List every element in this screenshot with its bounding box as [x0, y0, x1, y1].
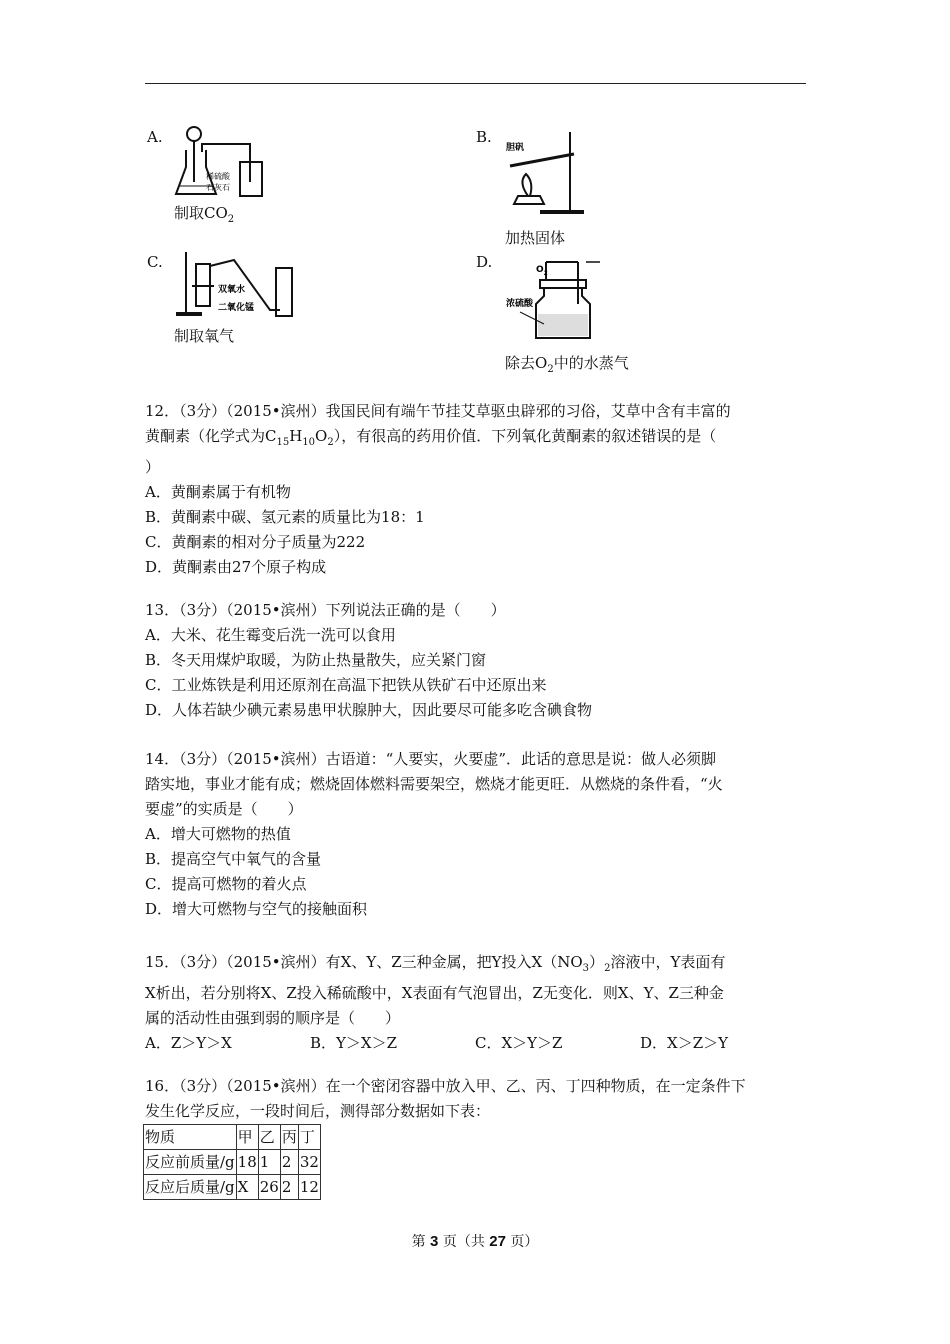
q15-stem-line3: 属的活动性由强到弱的顺序是（ ） — [145, 1009, 401, 1027]
table-cell: 2 — [280, 1150, 298, 1175]
sulfuric-acid-label: 稀硫酸 — [206, 172, 230, 181]
option-b-caption: 加热固体 — [505, 229, 566, 247]
option-d-letter: D. — [476, 253, 493, 271]
table-header-row — [144, 1125, 321, 1150]
table-cell: 1 — [258, 1150, 280, 1175]
hydrogen-peroxide-label: 双氧水 — [218, 285, 246, 295]
table-cell: 18 — [236, 1150, 258, 1175]
q12-stem-line3: ） — [145, 458, 161, 476]
q13-stem: 13．（3分）（2015•滨州）下列说法正确的是（ ） — [145, 601, 506, 619]
table-cell: 反应后质量/g — [144, 1175, 237, 1200]
table-cell: 甲 — [236, 1125, 258, 1150]
table-row — [144, 1150, 321, 1175]
drying-bottle-figure — [500, 254, 610, 344]
q15-options-row — [145, 1031, 807, 1056]
q12-option-d: D．黄酮素由27个原子构成 — [145, 558, 327, 576]
header-rule — [145, 83, 806, 84]
option-a-caption: 制取$CO_2$ — [174, 204, 235, 225]
q15-option-b: B．Y＞X＞Z — [310, 1034, 398, 1052]
co2-apparatus-figure — [172, 122, 272, 200]
table-cell: 32 — [298, 1150, 320, 1175]
page-footer: 第 3 页（共 27 页） — [411, 1233, 539, 1250]
table-cell: 反应前质量/g — [144, 1150, 237, 1175]
option-c-letter: C. — [147, 253, 163, 271]
q16-stem-line1: 16．（3分）（2015•滨州）在一个密闭容器中放入甲、乙、丙、丁四种物质，在一定条件下 — [145, 1077, 746, 1095]
q12-option-b: B．黄酮素中碳、氢元素的质量比为18：1 — [145, 508, 425, 526]
q16-stem-line2: 发生化学反应，一段时间后，测得部分数据如下表： — [145, 1102, 491, 1120]
q13-option-a: A．大米、花生霉变后洗一洗可以食用 — [145, 626, 396, 644]
mass-data-table — [143, 1124, 321, 1200]
conc-sulfuric-acid-label: 浓硫酸 — [506, 299, 534, 309]
table-cell: 丙 — [280, 1125, 298, 1150]
q14-stem-line1: 14．（3分）（2015•滨州）古语道：“人要实，火要虚”．此话的意思是说：做人必须脚 — [145, 750, 716, 768]
q15-option-d: D．X＞Z＞Y — [640, 1034, 729, 1052]
q14-stem-line2: 踏实地，事业才能有成；燃烧固体燃料需要架空，燃烧才能更旺．从燃烧的条件看，“火 — [145, 775, 723, 793]
manganese-dioxide-label: 二氧化锰 — [218, 303, 255, 313]
oxygen-apparatus-figure — [172, 250, 302, 322]
q15-stem-line2: X析出，若分别将X、Z投入稀硫酸中，X表面有气泡冒出，Z无变化．则X、Y、Z三种金 — [145, 984, 724, 1002]
table-cell: 物质 — [144, 1125, 237, 1150]
blue-vitriol-label: 胆矾 — [506, 143, 525, 153]
heating-apparatus-figure — [500, 124, 590, 220]
question-15 — [145, 950, 807, 1056]
oxygen-inlet-label: $O_2$ — [536, 265, 548, 277]
option-a-letter: A. — [147, 128, 163, 146]
option-b-letter: B. — [476, 128, 492, 146]
table-cell: 丁 — [298, 1125, 320, 1150]
table-cell: X — [236, 1175, 258, 1200]
table-cell: 乙 — [258, 1125, 280, 1150]
q12-stem-line2: 黄酮素（化学式为$C_{15}H_{10}O_2$），有很高的药用价值．下列氧化黄酮素的叙述错误的是（ — [145, 427, 717, 448]
question-14 — [145, 747, 807, 922]
q14-option-b: B．提高空气中氧气的含量 — [145, 850, 322, 868]
limestone-label: 石灰石 — [206, 183, 230, 192]
option-d-caption: 除去$O_2$中的水蒸气 — [505, 354, 629, 375]
q14-option-c: C．提高可燃物的着火点 — [145, 875, 307, 893]
question-13 — [145, 598, 807, 723]
q14-stem-line3: 要虚”的实质是（ ） — [145, 800, 303, 818]
q12-option-a: A．黄酮素属于有机物 — [145, 483, 291, 501]
q13-option-b: B．冬天用煤炉取暖，为防止热量散失，应关紧门窗 — [145, 651, 487, 669]
question-16 — [145, 1074, 807, 1124]
question-12 — [145, 399, 807, 580]
q12-stem-line1: 12．（3分）（2015•滨州）我国民间有端午节挂艾草驱虫辟邪的习俗，艾草中含有丰富的 — [145, 402, 731, 420]
option-c-caption: 制取氧气 — [174, 327, 235, 345]
table-cell: 26 — [258, 1175, 280, 1200]
q14-option-d: D．增大可燃物与空气的接触面积 — [145, 900, 368, 918]
table-cell: 12 — [298, 1175, 320, 1200]
q15-option-c: C．X＞Y＞Z — [475, 1034, 563, 1052]
q12-option-c: C．黄酮素的相对分子质量为222 — [145, 533, 366, 551]
q14-option-a: A．增大可燃物的热值 — [145, 825, 291, 843]
q15-option-a: A．Z＞Y＞X — [145, 1034, 232, 1052]
table-row — [144, 1175, 321, 1200]
table-cell: 2 — [280, 1175, 298, 1200]
q13-option-c: C．工业炼铁是利用还原剂在高温下把铁从铁矿石中还原出来 — [145, 676, 547, 694]
q13-option-d: D．人体若缺少碘元素易患甲状腺肿大，因此要尽可能多吃含碘食物 — [145, 701, 593, 719]
q15-stem-line1: 15．（3分）（2015•滨州）有X、Y、Z三种金属，把Y投入$X(NO_3)_2$溶液中，Y表面有 — [145, 953, 726, 974]
